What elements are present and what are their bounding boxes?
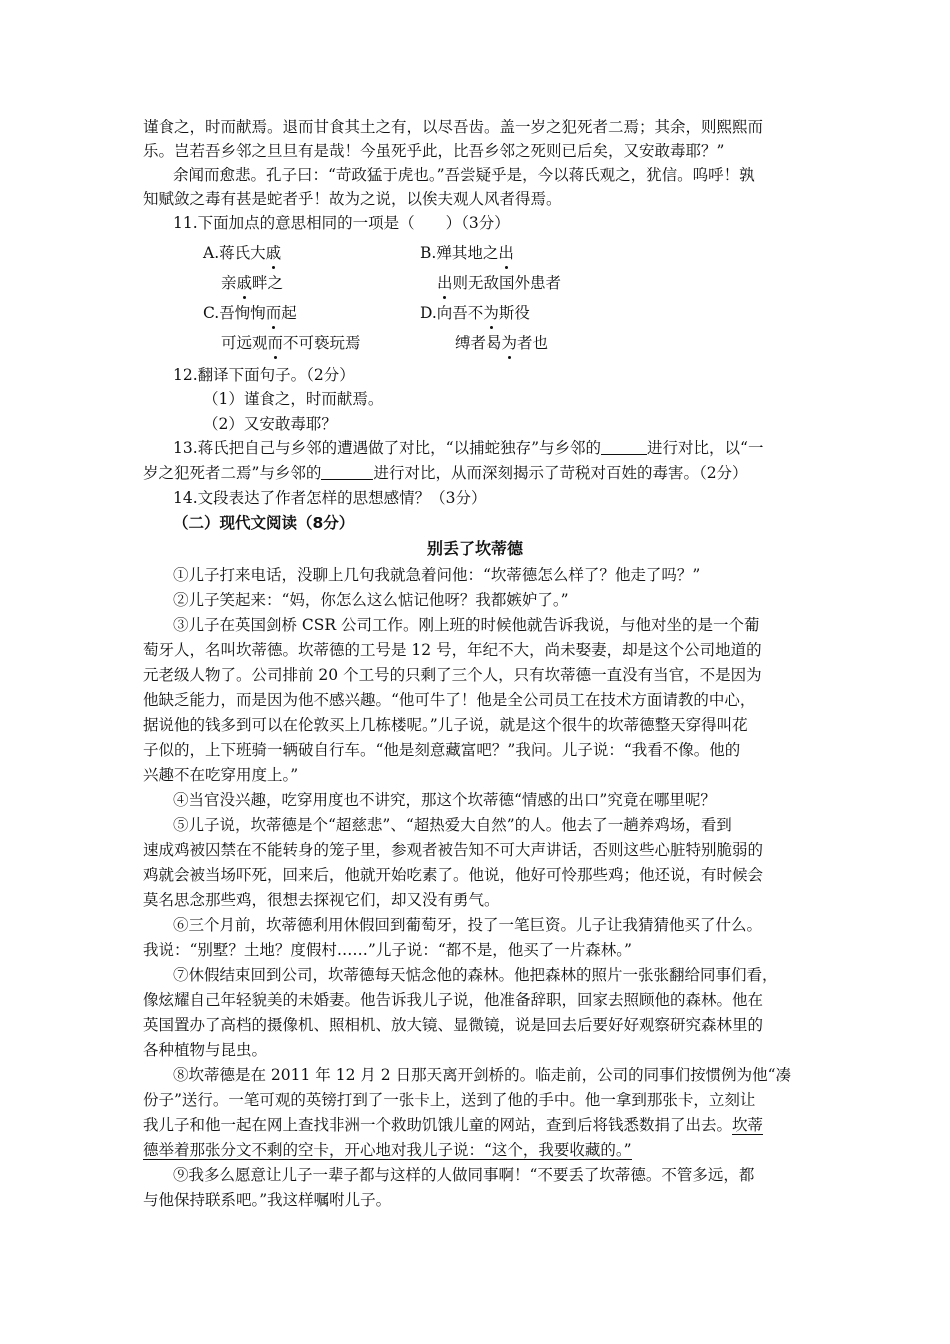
article-paragraph-5-line: 鸡就会被当场吓死，回来后，他就开始吃素了。他说，他好可怜那些鸡；他还说，有时候会 xyxy=(143,866,764,884)
article-paragraph-6-line: ⑥三个月前，坎蒂德利用休假回到葡萄牙，投了一笔巨资。儿子让我猜猜他买了什么。 xyxy=(173,916,763,934)
article-paragraph-4: ④当官没兴趣，吃穿用度也不讲究，那这个坎蒂德“情感的出口”究竟在哪里呢？ xyxy=(173,791,716,809)
article-paragraph-8-line xyxy=(143,1112,763,1138)
option-d-line1 xyxy=(420,300,530,326)
option-c2-rest: 不可亵玩焉 xyxy=(283,334,361,352)
option-d2-rest: 者也 xyxy=(517,334,549,352)
article-paragraph-8-text: 我儿子和他一起在网上查找非洲一个救助饥饿儿童的网站，查到后将钱悉数捐了出去。 xyxy=(143,1116,733,1134)
passage-line-3: 余闻而愈悲。孔子曰：“苛政猛于虎也。”吾尝疑乎是，今以蒋氏观之，犹信。呜呼！孰 xyxy=(173,166,755,184)
article-paragraph-1: ①儿子打来电话，没聊上几句我就急着问他：“坎蒂德怎么样了？他走了吗？” xyxy=(173,566,701,584)
underlined-sentence-start: 坎蒂 xyxy=(732,1116,764,1134)
dotted-char: 出 xyxy=(437,270,453,296)
option-d-line2 xyxy=(455,330,548,356)
option-a1-text: A.蒋氏大 xyxy=(203,244,266,262)
article-paragraph-3-line: 兴趣不在吃穿用度上。” xyxy=(143,766,299,784)
article-paragraph-3-line: 他缺乏能力，而是因为他不感兴趣。“他可牛了！他是全公司员工在技术方面请教的中心， xyxy=(143,691,756,709)
dotted-char: 出 xyxy=(498,240,514,266)
question-12-stem: 12.翻译下面句子。（2分） xyxy=(173,366,355,384)
section-heading: （二）现代文阅读（8分） xyxy=(173,514,355,532)
option-b2-rest: 则无敌国外患者 xyxy=(452,274,562,292)
question-13-line-1 xyxy=(173,435,763,461)
dotted-char: 戚 xyxy=(266,240,282,266)
question-13-text-a: 13.蒋氏把自己与乡邻的遭遇做了对比，“以捕蛇独存”与乡邻的 xyxy=(173,439,602,457)
question-12-sentence-1: （1）谨食之，时而献焉。 xyxy=(203,390,384,408)
dotted-char: 为 xyxy=(483,300,499,326)
question-13-text-b: 进行对比，以“一 xyxy=(647,439,764,457)
article-paragraph-2: ②儿子笑起来：“妈，你怎么这么惦记他呀？我都嫉妒了。” xyxy=(173,591,569,609)
article-paragraph-8-line: 份子”送行。一笔可观的英镑打到了一张卡上，送到了他的手中。他一拿到那张卡，立刻让 xyxy=(143,1091,756,1109)
question-13-text-d: 进行对比，从而深刻揭示了苛税对百姓的毒害。（2分） xyxy=(373,464,748,482)
option-d1-text: D.向吾不 xyxy=(420,304,484,322)
article-paragraph-7-line: 像炫耀自己年轻貌美的未婚妻。他告诉我儿子说，他准备辞职，回家去照顾他的森林。他在 xyxy=(143,991,764,1009)
option-a2-rest: 畔之 xyxy=(252,274,284,292)
article-paragraph-3-line: 子似的，上下班骑一辆破自行车。“他是刻意藏富吧？”我问。儿子说：“我看不像。他的 xyxy=(143,741,741,759)
option-c-line2 xyxy=(221,330,361,356)
option-a2-text: 亲 xyxy=(221,274,237,292)
question-11-stem: 11.下面加点的意思相同的一项是（ ）（3分） xyxy=(173,214,510,232)
option-a-line2 xyxy=(221,270,283,296)
article-paragraph-7-line: 英国置办了高档的摄像机、照相机、放大镜、显微镜，说是回去后要好好观察研究森林里的 xyxy=(143,1016,764,1034)
option-c-line1 xyxy=(203,300,297,326)
option-c2-text: 可远观 xyxy=(221,334,268,352)
answer-blank-1[interactable] xyxy=(601,438,647,455)
article-paragraph-7-line: 各种植物与昆虫。 xyxy=(143,1041,268,1059)
article-paragraph-6-line: 我说：“别墅？土地？度假村……”儿子说：“都不是，他买了一片森林。” xyxy=(143,941,632,959)
dotted-char: 而 xyxy=(266,300,282,326)
option-b-line1 xyxy=(420,240,514,266)
article-paragraph-3-line: 萄牙人，名叫坎蒂德。坎蒂德的工号是 12 号，年纪不大，尚未娶妻，却是这个公司地道的 xyxy=(143,641,762,659)
article-paragraph-8-line: ⑧坎蒂德是在 2011 年 12 月 2 日那天离开剑桥的。临走前，公司的同事们按惯例为他“凑 xyxy=(173,1066,792,1084)
question-13-line-2 xyxy=(143,460,748,486)
question-14-stem: 14.文段表达了作者怎样的思想感情？（3分） xyxy=(173,489,487,507)
passage-line-2: 乐。岂若吾乡邻之旦旦有是哉！今虽死乎此，比吾乡邻之死则已后矣，又安敢毒耶？” xyxy=(143,142,725,160)
article-paragraph-3-line: ③儿子在英国剑桥 CSR 公司工作。刚上班的时候他就告诉我说，与他对坐的是一个葡 xyxy=(173,616,760,634)
answer-blank-2[interactable] xyxy=(321,463,373,480)
passage-line-1: 谨食之，时而献焉。退而甘食其土之有，以尽吾齿。盖一岁之犯死者二焉；其余，则熙熙而 xyxy=(143,118,764,136)
underlined-sentence-end: 德举着那张分文不剩的空卡，开心地对我儿子说：“这个，我要收藏的。” xyxy=(143,1141,632,1159)
option-c1-text: C.吾恂恂 xyxy=(203,304,266,322)
option-d1-rest: 斯役 xyxy=(498,304,530,322)
dotted-char: 戚 xyxy=(237,270,253,296)
article-paragraph-9-line: 与他保持联系吧。”我这样嘱咐儿子。 xyxy=(143,1191,392,1209)
dotted-char: 而 xyxy=(268,330,284,356)
article-paragraph-5-line: 莫名思念那些鸡，很想去探视它们，却又没有勇气。 xyxy=(143,891,500,909)
question-13-text-c: 岁之犯死者二焉”与乡邻的 xyxy=(143,464,322,482)
question-12-sentence-2: （2）又安敢毒耶？ xyxy=(203,415,337,433)
article-paragraph-5-line: 速成鸡被囚禁在不能转身的笼子里，参观者被告知不可大声讲话，否则这些心脏特别脆弱的 xyxy=(143,841,764,859)
passage-line-4: 知赋敛之毒有甚是蛇者乎！故为之说，以俟夫观人风者得焉。 xyxy=(143,190,562,208)
article-paragraph-3-line: 元老级人物了。公司排前 20 个工号的只剩了三个人，只有坎蒂德一直没有当官，不是因为 xyxy=(143,666,762,684)
article-paragraph-5-line: ⑤儿子说，坎蒂德是个“超慈悲”、“超热爱大自然”的人。他去了一趟养鸡场，看到 xyxy=(173,816,732,834)
dotted-char: 为 xyxy=(502,330,518,356)
article-title: 别丢了坎蒂德 xyxy=(426,539,523,558)
article-paragraph-9-line: ⑨我多么愿意让儿子一辈子都与这样的人做同事啊！“不要丢了坎蒂德。不管多远，都 xyxy=(173,1166,755,1184)
option-c1-rest: 起 xyxy=(281,304,297,322)
option-d2-text: 缚者曷 xyxy=(455,334,502,352)
article-paragraph-7-line: ⑦休假结束回到公司，坎蒂德每天惦念他的森林。他把森林的照片一张张翻给同事们看， xyxy=(173,966,778,984)
option-b-line2 xyxy=(437,270,561,296)
article-paragraph-3-line: 据说他的钱多到可以在伦敦买上几栋楼呢。”儿子说，就是这个很牛的坎蒂德整天穿得叫花 xyxy=(143,716,748,734)
option-a-line1 xyxy=(203,240,281,266)
article-paragraph-8-line xyxy=(143,1137,632,1163)
option-b1-text: B.殚其地之 xyxy=(420,244,499,262)
